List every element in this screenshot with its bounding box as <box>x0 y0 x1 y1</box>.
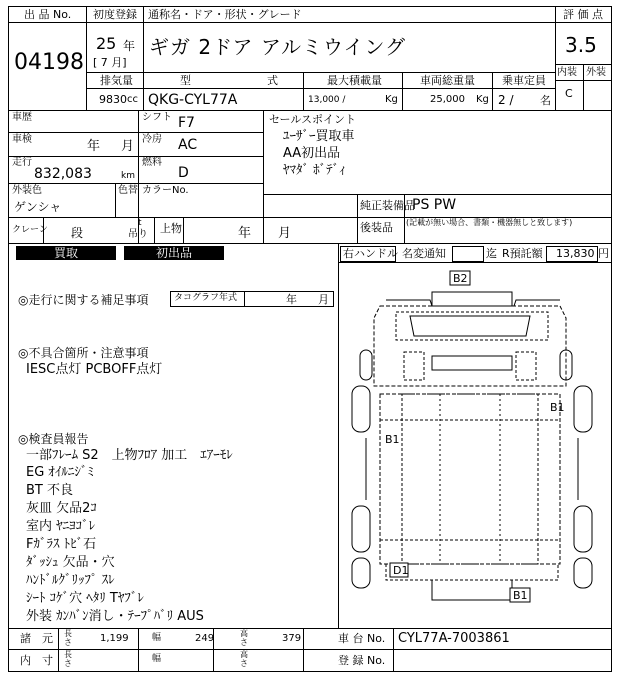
aftermarket-label: 後装品 <box>360 221 393 234</box>
steering-value: 右ハンドル <box>343 247 398 260</box>
ac-value: AC <box>178 137 198 153</box>
supplement-title: ◎走行に関する補足事項 <box>18 293 149 307</box>
color-no-label: カラーNo. <box>142 185 189 196</box>
crane-ton-mark: t <box>138 218 142 228</box>
inner-length-label: 長さ <box>64 650 72 668</box>
shift-label: シフト <box>142 112 172 123</box>
exterior-grade-label: 外装 <box>586 67 606 78</box>
capacity-label: 乗車定員 <box>502 74 546 87</box>
lot-label: 出 品 No. <box>24 8 72 21</box>
inner-width-label: 幅 <box>152 654 162 664</box>
inspector-title: ◎検査員報告 <box>18 432 89 446</box>
mileage-unit: km <box>121 171 135 181</box>
inner-dims-label: 内 寸 <box>20 654 53 667</box>
length-label: 長さ <box>64 629 72 647</box>
loader-year: 年 <box>238 226 252 241</box>
deadline-label: 迄 <box>486 247 497 260</box>
inspector-line-4: 灰皿 欠品2ｺ <box>26 501 97 516</box>
model-type: QKG-CYL77A <box>148 92 238 108</box>
registration-label: 登 録 No. <box>338 654 386 667</box>
fuel-label: 燃料 <box>142 157 162 168</box>
crane-label: クレーン <box>12 225 48 235</box>
inspector-line-9: ｼｰﾄ ｺｹﾞ穴 ﾍﾀﾘ Tﾔﾌﾞﾚ <box>26 591 144 606</box>
gross-weight-unit: Kg <box>476 94 489 105</box>
displacement-value: 9830 <box>99 93 127 106</box>
chassis-label: 車 台 No. <box>338 632 386 645</box>
damage-mark-b1-rear: B1 <box>513 589 528 602</box>
inspector-line-7: ﾀﾞｯｼｭ 欠品・穴 <box>26 555 115 570</box>
inspection-year: 年 <box>87 139 101 154</box>
damage-mark-d1: D1 <box>393 564 409 577</box>
max-load-label: 最大積載量 <box>327 74 382 87</box>
first-listing-badge: 初出品 <box>124 246 224 260</box>
ext-color-label: 外装色 <box>12 185 42 196</box>
tacho-month: 月 <box>318 293 329 306</box>
inspector-line-6: Fｶﾞﾗｽ ﾄﾋﾞ石 <box>26 537 97 552</box>
inspection-month: 月 <box>121 139 135 154</box>
width-label: 幅 <box>152 633 162 643</box>
inspector-line-10: 外装 ｶﾝﾊﾞﾝ消し・ﾃｰﾌﾟﾊﾞﾘ AUS <box>26 609 204 624</box>
interior-grade-label: 内装 <box>557 67 577 78</box>
mileage-label: 走行 <box>12 157 32 168</box>
defect-title: ◎不具合箇所・注意事項 <box>18 346 149 360</box>
ext-color-value: ゲンシャ <box>14 200 62 214</box>
max-load-unit: Kg <box>385 94 398 105</box>
height-label: 高さ <box>240 629 248 647</box>
aftermarket-note: (記載が無い場合、書類・機器無しと致します) <box>406 218 573 227</box>
fuel-value: D <box>178 165 189 181</box>
inner-height-label: 高さ <box>240 650 248 668</box>
reg-month: [ 7 月] <box>93 56 127 69</box>
first-reg-label: 初度登録 <box>93 8 137 21</box>
sales-point-1: ﾕｰｻﾞｰ買取車 <box>283 129 355 144</box>
length-value: 1,199 <box>100 633 129 644</box>
sales-points-label: セールスポイント <box>269 113 357 126</box>
max-load-value: 13,000 / <box>308 95 346 105</box>
name-change-label: 名変通知 <box>402 247 446 260</box>
damage-mark-b1-right: B1 <box>550 401 565 414</box>
capacity-value: 2 / <box>498 93 514 107</box>
displacement-label: 排気量 <box>100 74 133 87</box>
defect-line-1: IESC点灯 PCBOFF点灯 <box>26 362 163 377</box>
gross-weight-value: 25,000 <box>430 94 465 105</box>
shift-value: F7 <box>178 115 195 131</box>
inspector-line-5: 室内 ﾔﾆﾖｺﾞﾚ <box>26 519 96 534</box>
equipment-label: 純正装備品 <box>360 199 415 212</box>
inspector-line-2: EG ｵｲﾙﾆｼﾞﾐ <box>26 465 94 480</box>
gross-weight-label: 車両総重量 <box>420 74 475 87</box>
lot-number: 04198 <box>14 50 84 75</box>
inspection-label: 車検 <box>12 134 32 145</box>
sales-point-3: ﾔﾏﾀﾞ ﾎﾞﾃﾞｨ <box>283 163 346 178</box>
capacity-unit: 名 <box>540 94 551 107</box>
width-value: 249 <box>195 633 215 644</box>
damage-mark-b2: B2 <box>453 272 468 285</box>
height-value: 379 <box>282 633 302 644</box>
model-name: ギガ 2ドア アルミウイング <box>149 35 407 59</box>
reg-year-unit: 年 <box>123 39 136 53</box>
crane-ton: 吊り <box>128 229 148 240</box>
chassis-number: CYL77A-7003861 <box>398 631 510 646</box>
ac-label: 冷房 <box>142 134 162 145</box>
type-label: 型 式 <box>180 74 296 87</box>
color-change-label: 色替 <box>118 185 138 196</box>
inspector-line-1: 一部ﾌﾚｰﾑ S2 上物ﾌﾛｱ 加工 ｴｱｰﾓﾚ <box>26 448 233 463</box>
reg-year: 25 <box>96 34 117 53</box>
mileage-value: 832,083 <box>34 166 92 182</box>
history-label: 車歴 <box>12 112 32 123</box>
recycle-label: R預託額 <box>502 247 543 260</box>
dims-label: 諸 元 <box>20 632 53 645</box>
interior-grade: C <box>565 87 573 100</box>
inspector-line-8: ﾊﾝﾄﾞﾙｸﾞﾘｯﾌﾟ ｽﾚ <box>26 573 115 588</box>
model-label: 通称名・ドア・形状・グレード <box>148 8 302 21</box>
inspector-line-3: BT 不良 <box>26 483 73 498</box>
displacement-unit: cc <box>127 94 138 105</box>
tacho-label: タコグラフ年式 <box>174 293 238 303</box>
recycle-amount: 13,830 <box>556 247 595 260</box>
loader-label: 上物 <box>160 222 182 235</box>
crane-stage: 段 <box>71 226 84 240</box>
sales-point-2: AA初出品 <box>283 146 341 161</box>
overall-grade: 3.5 <box>565 33 597 57</box>
grade-label: 評 価 点 <box>563 8 603 21</box>
loader-month: 月 <box>278 226 292 241</box>
equipment-value: PS PW <box>412 197 457 213</box>
recycle-unit: 円 <box>598 247 609 260</box>
damage-mark-b1-left: B1 <box>385 433 400 446</box>
kaitori-badge: 買取 <box>16 246 116 260</box>
tacho-year: 年 <box>286 293 297 306</box>
